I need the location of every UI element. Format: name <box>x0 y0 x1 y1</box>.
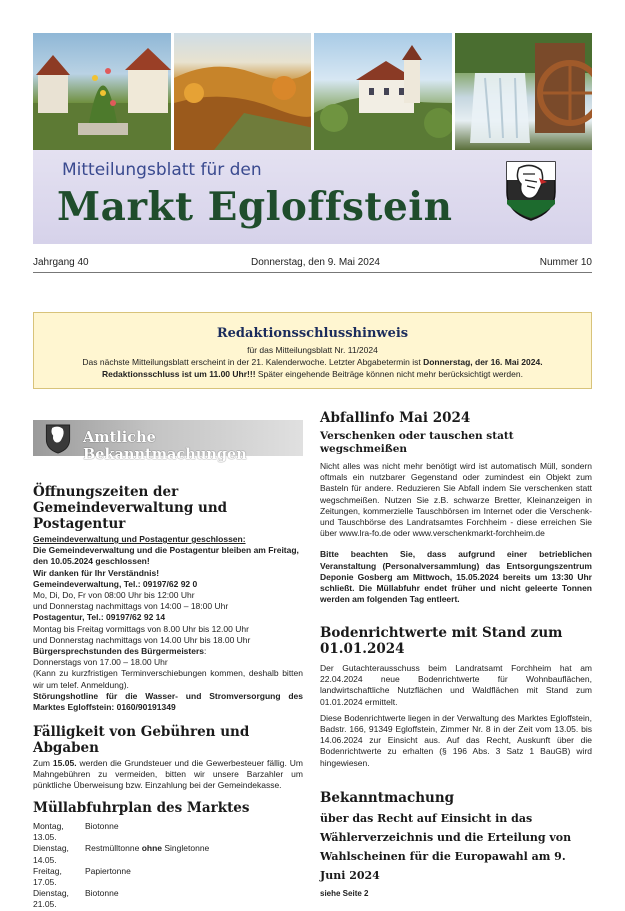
list-item: Dienstag, 14.05. Restmülltonne ohne Singletonne <box>33 843 210 865</box>
list-item: Montag, 13.05. Biotonne <box>33 821 119 843</box>
waste-info-heading: Abfallinfo Mai 2024 <box>320 410 471 426</box>
announcement-section <box>320 790 592 899</box>
post-agency-phone: Postagentur, Tel.: 09197/62 92 14 <box>33 612 166 623</box>
official-announcements-banner <box>33 420 303 463</box>
editorial-deadline-notice <box>33 312 592 389</box>
fees-due-text: Zum 15.05. werden die Grundsteuer und die Gewerbesteuer fällig. Um Mahngebühren zu vermeiden, bitten wir unsere Barzahler um pünktliche Überweisung bzw. Einzahlung bei der Gemeindekasse. <box>33 758 303 791</box>
land-values-paragraph-1: Der Gutachterausschuss beim Landratsamt Forchheim hat am 22.04.2024 neue Bodenrichtwerte für Wohnbauflächen, landwirtschaftliche Nutzflächen und Waldflächen mit Stand zum 01.01.2024 ermittelt. <box>320 663 592 707</box>
fees-due-section <box>33 724 303 792</box>
land-values-paragraph-2: Diese Bodenrichtwerte liegen in der Verwaltung des Marktes Egloffstein, Badstr. 166, 91349 Egloffstein, Zimmer Nr. 8 in der Zeit vom 13.05. bis 14.06.2024 zur Einsicht aus. Auf das Recht, Auskunft über die Bodenrichtwerte zu erhalten (§ 196 Abs. 3 Satz 1 BauGB) wird hingewiesen. <box>320 712 592 768</box>
opening-hours-heading: Öffnungszeiten der Gemeindeverwaltung und Postagentur <box>33 484 228 532</box>
waste-schedule-list <box>33 821 303 911</box>
closed-text: Die Gemeindeverwaltung und die Postagentur bleiben am Freitag, den 10.05.2024 geschlossen! <box>33 545 299 567</box>
post-agency-hours-2: und Donnerstag nachmittags von 14.00 Uhr bis 18.00 Uhr <box>33 634 251 645</box>
waste-info-subheading: Verschenken oder tauschen statt wegschmeißen <box>320 430 514 455</box>
thanks-text: Wir danken für Ihr Verständnis! <box>33 567 160 578</box>
newsletter-title: Markt Egloffstein <box>57 184 453 230</box>
autumn-valley-photo <box>174 33 312 150</box>
waste-schedule-section <box>33 800 303 911</box>
coat-of-arms-icon <box>45 424 71 454</box>
notice-line-2: Das nächste Mitteilungsblatt erscheint in der 21. Kalenderwoche. Letzter Abgabetermin ist Donnerstag, der 16. Mai 2024. <box>82 357 543 367</box>
waste-info-paragraph: Nicht alles was nicht mehr benötigt wird ist automatisch Müll, sondern oftmals ein nutzbarer Gegenstand oder zumindest ein Objekt zum Basteln für andere. Reduzieren Sie Abfall indem Sie verschenken statt wegschmeißen. Nutzen Sie z.B. schwarze Bretter, Kleinanzeigen in Zeitungen, kommerzielle Tauschbörsen im Internet oder die Verschenk- und Tauschbörse des Landratsamtes Forchheim - diese erreichen Sie über www.lra-fo.de oder www.verschenkmarkt-forchheim.de <box>320 461 592 539</box>
mayor-hours-1: Donnerstags von 17.00 – 18.00 Uhr <box>33 657 168 668</box>
list-item: Dienstag, 21.05. Biotonne <box>33 888 119 910</box>
announcement-heading: Bekanntmachung <box>320 790 455 806</box>
waste-schedule-heading: Müllabfuhrplan des Marktes <box>33 800 250 816</box>
header-photo-strip <box>33 33 592 150</box>
castle-photo <box>314 33 452 150</box>
issue-number: Nummer 10 <box>539 257 592 268</box>
land-values-heading: Bodenrichtwerte mit Stand zum 01.01.2024 <box>320 625 563 657</box>
administration-hours-2: und Donnerstag nachmittags von 14:00 – 18:00 Uhr <box>33 601 229 612</box>
title-banner <box>33 150 592 244</box>
administration-phone: Gemeindeverwaltung, Tel.: 09197/62 92 0 <box>33 578 198 589</box>
landfill-closure-paragraph: Bitte beachten Sie, dass aufgrund einer betrieblichen Veranstaltung (Personalversammlung) das Entsorgungszentrum Deponie Gosberg am Mittwoch, 15.05.2024 bereits um 13:30 Uhr schließt. Die Müllabfuhr endet früher und nicht geleerte Tonnen werden am folgenden Tag entleert. <box>320 549 592 605</box>
administration-hours-1: Mo, Di, Do, Fr von 08:00 Uhr bis 12:00 Uhr <box>33 590 195 601</box>
official-announcements-title: Amtliche Bekanntmachungen <box>83 429 247 463</box>
divider <box>33 272 592 273</box>
volume-label: Jahrgang 40 <box>33 257 89 268</box>
announcement-subheading: über das Recht auf Einsicht in das Wählerverzeichnis und die Erteilung von Wahlscheinen für die Europawahl am 9. Juni 2024 <box>320 812 572 882</box>
closed-heading: Gemeindeverwaltung und Postagentur geschlossen: <box>33 534 246 544</box>
notice-line-3: Redaktionsschluss ist um 11.00 Uhr!!! Später eingehende Beiträge können nicht mehr berücksichtigt werden. <box>102 369 523 379</box>
notice-title: Redaktionsschlusshinweis <box>216 326 409 341</box>
land-values-section <box>320 625 592 769</box>
village-fountain-photo <box>33 33 171 150</box>
newsletter-subtitle: Mitteilungsblatt für den <box>62 160 262 180</box>
see-page-link: siehe Seite 2 <box>320 889 369 898</box>
fault-hotline: Störungshotline für die Wasser- und Stromversorgung des Marktes Egloffstein: 0160/90191349 <box>33 690 303 713</box>
mayor-hours-note: (Kann zu kurzfristigen Terminverschiebungen kommen, deshalb bitten wir um telef. Anmeldung). <box>33 668 303 690</box>
list-item: Freitag, 17.05. Papiertonne <box>33 865 131 888</box>
issue-date: Donnerstag, den 9. Mai 2024 <box>251 257 380 268</box>
mayor-hours-heading: Bürgersprechstunden des Bürgermeisters: <box>33 646 207 657</box>
waterwheel-photo <box>455 33 593 150</box>
notice-line-1: für das Mitteilungsblatt Nr. 11/2024 <box>247 345 378 355</box>
waste-info-section <box>320 410 592 605</box>
fees-due-heading: Fälligkeit von Gebühren und Abgaben <box>33 724 250 756</box>
opening-hours-section <box>33 484 303 713</box>
coat-of-arms-icon <box>505 160 557 222</box>
post-agency-hours-1: Montag bis Freitag vormittags von 8.00 Uhr bis 12.00 Uhr <box>33 623 249 634</box>
